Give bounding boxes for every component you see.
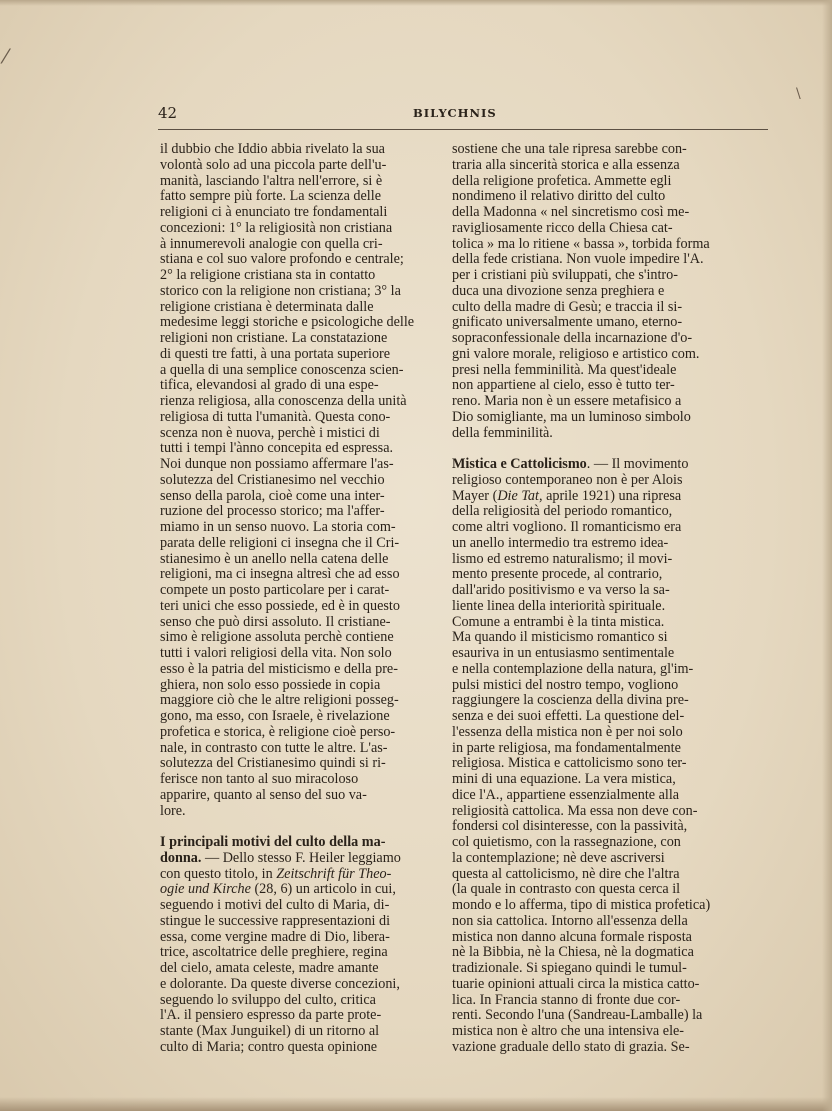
text-line: tifica, elevandosi al grado di una espe- — [160, 378, 379, 394]
text-line: non sia cattolica. Intorno all'essenza della — [452, 913, 688, 929]
text-line: scenza non è nuova, perchè i mistici di — [160, 425, 380, 441]
section-mistica-cattolicismo — [452, 457, 732, 1056]
text-line: maggiore ciò che le altre religioni posseg- — [160, 693, 399, 709]
paragraph-assolutezza — [160, 142, 440, 819]
text-line: del cielo, amata celeste, madre amante — [160, 961, 379, 976]
text-line: religione cristiana è determinata dalle — [160, 299, 374, 315]
text-line: la contemplazione; nè deve ascriversi — [452, 850, 665, 866]
text-line: traria alla sincerità storica e alla essenza — [452, 157, 680, 173]
text-line — [452, 489, 732, 505]
text-line: per i cristiani più sviluppati, che s'intro- — [452, 268, 678, 283]
text-line: Noi dunque non possiamo affermare l'as- — [160, 457, 394, 472]
text-line — [452, 473, 732, 489]
text-line: nè la Bibbia, nè la Chiesa, nè la dogmatica — [452, 945, 694, 961]
text-line: nondimeno il relativo diritto del culto — [452, 189, 666, 205]
text-line: fatto sempre più forte. La scienza delle — [160, 189, 381, 205]
text-line: tradizionale. Si spiegano quindi le tumul- — [452, 961, 687, 976]
text-line: mondo e lo afferma, tipo di mistica profetica) — [452, 898, 711, 913]
text-line — [160, 835, 440, 851]
text-line: sopraconfessionale della incarnazione d'o- — [452, 331, 693, 346]
text-line: Comune a entrambi è la tinta mistica. — [452, 614, 665, 630]
left-column — [160, 142, 440, 1056]
text-line: volontà solo ad una piccola parte dell'u- — [160, 157, 387, 173]
text-line: mini di una equazione. La vera mistica, — [452, 772, 676, 787]
text-line: dice l'A., appartiene essenzialmente alla — [452, 787, 680, 803]
text-line: a quella di una semplice conoscenza scien- — [160, 362, 404, 378]
text-line: stingue le successive rappresentazioni di — [160, 913, 391, 929]
text-line: fondersi col disinteresse, con la passività, — [452, 819, 688, 835]
section-heading: I principali motivi del culto della ma- — [160, 835, 386, 850]
text-line: religioni, ma ci insegna altresì che ad esso — [160, 567, 400, 583]
text-line: della femminilità. — [452, 425, 553, 441]
page-edge-top — [0, 0, 832, 6]
text-line: seguendo lo sviluppo del culto, critica — [160, 992, 376, 1008]
text-line: essa, come vergine madre di Dio, libera- — [160, 929, 390, 945]
text-line: mento presente procede, al contrario, — [452, 567, 663, 583]
text-line: pulsi mistici del nostro tempo, vogliono — [452, 677, 679, 693]
text-line: e nella contemplazione della natura, gl'im- — [452, 661, 694, 677]
right-column — [452, 142, 732, 1056]
text-line: religioni non cristiane. La constatazione — [160, 331, 388, 346]
page-edge-bottom — [0, 1097, 832, 1111]
text-line: medesime leggi storiche e psicologiche delle — [160, 315, 415, 331]
text-line: Ma quando il misticismo romantico si — [452, 630, 668, 646]
text-line: rienza religiosa, alla conoscenza della unità — [160, 394, 407, 409]
text-line: liente linea della interiorità spirituale. — [452, 598, 666, 614]
text-line: religioni ci à enunciato tre fondamentali — [160, 205, 388, 220]
text-line: duca una divozione senza preghiera e — [452, 283, 665, 299]
text-line: senso della parola, cioè come una inter- — [160, 488, 385, 504]
text-line: lica. In Francia stanno di fronte due cor- — [452, 992, 681, 1008]
text-line: ruzione del processo storico; ma l'affer- — [160, 504, 385, 520]
text-line: tuarie opinioni attuali circa la mistica catto- — [452, 976, 700, 992]
text-line: ferisce non tanto al suo miracoloso — [160, 772, 359, 787]
text-line: seguendo i motivi del culto di Maria, di- — [160, 898, 390, 913]
text-span: Mayer ( — [452, 488, 498, 504]
text-line: l'essenza della mistica non è per noi solo — [452, 724, 683, 740]
text-line: concezioni: 1° la religiosità non cristiana — [160, 220, 393, 236]
section-body — [160, 898, 440, 1056]
text-line: trice, ascoltatrice delle preghiere, regina — [160, 945, 388, 961]
section-heading-end: donna. — [160, 850, 202, 866]
text-line: tutti i tempi l'ànno concepita ed espressa. — [160, 441, 394, 457]
text-line: col quietismo, con la rassegnazione, con — [452, 835, 681, 850]
journal-title: Zeitschrift für Theo- — [276, 866, 392, 882]
text-line: parata delle religioni ci insegna che il Cri- — [160, 535, 400, 551]
text-line: compete un posto particolare per i carat- — [160, 583, 390, 598]
text-line: lismo ed estremo naturalismo; il movi- — [452, 551, 673, 567]
text-line: e dolorante. Da queste diverse concezioni, — [160, 976, 400, 992]
text-line: stiana e col suo valore profondo e centrale; — [160, 252, 404, 268]
page-header — [158, 104, 768, 126]
text-line: Dio somigliante, ma un luminoso simbolo — [452, 409, 691, 425]
running-head: BILYCHNIS — [413, 106, 497, 120]
section-heading: Mistica e Cattolicismo — [452, 457, 587, 472]
paragraph-gap — [452, 441, 732, 457]
text-line: della religiosità del periodo romantico, — [452, 504, 673, 520]
text-line: religiosa. Mistica e cattolicismo sono ter- — [452, 756, 687, 772]
text-line: di questi tre fatti, à una portata superiore — [160, 346, 391, 362]
text-line: in parte religiosa, ma fondamentalmente — [452, 740, 681, 756]
journal-title: ogie und Kirche — [160, 882, 251, 898]
text-line: tutti i valori religiosi della vita. Non solo — [160, 646, 392, 661]
text-line — [160, 851, 440, 867]
text-line: dall'arido positivismo e va verso la sa- — [452, 583, 670, 598]
text-line: gono, ma esso, con Israele, è rivelazione — [160, 709, 390, 724]
text-span: , aprile 1921) una ripresa — [538, 488, 682, 504]
text-line: della fede cristiana. Non vuole impedire l'A. — [452, 252, 704, 268]
page-edge-right — [822, 0, 832, 1111]
text-line: questa al cattolicismo, nè dire che l'altra — [452, 866, 680, 882]
paragraph-gap — [160, 819, 440, 835]
section-body — [452, 504, 732, 1055]
text-line: religiosità cattolica. Ma essa non deve con- — [452, 803, 698, 819]
text-line: renti. Secondo l'una (Sandreau-Lamballe) la — [452, 1008, 703, 1024]
text-line: mistica non danno alcuna formale risposta — [452, 929, 692, 945]
page-number: 42 — [158, 104, 178, 122]
text-line: religiosa di tutta l'umanità. Questa cono- — [160, 409, 391, 425]
text-line: manità, lasciando l'altra nell'errore, si è — [160, 173, 383, 189]
text-line: l'A. il pensiero espresso da parte prote- — [160, 1008, 382, 1024]
text-line: esso è la patria del misticismo e della pre- — [160, 661, 398, 677]
text-line: culto di Maria; contro questa opinione — [160, 1039, 378, 1055]
text-line: culto della madre di Gesù; e traccia il si- — [452, 299, 683, 315]
text-line: ghiera, non solo esso possiede in copia — [160, 677, 381, 693]
text-span: — Dello stesso F. Heiler leggiamo — [201, 850, 401, 866]
text-line: della Madonna « nel sincretismo così me- — [452, 205, 690, 220]
text-line: esauriva in un entusiasmo sentimentale — [452, 646, 675, 661]
text-line: lore. — [160, 803, 186, 819]
text-line: raggiungere la coscienza della divina pre- — [452, 693, 689, 709]
text-line — [452, 457, 732, 473]
text-line: vazione graduale dello stato di grazia. Se- — [452, 1039, 690, 1055]
text-line — [160, 867, 440, 883]
text-line: simo è religione assoluta perchè contiene — [160, 630, 394, 646]
text-span: . — Il movimento — [586, 457, 689, 472]
text-line: ravigliosamente ricco della Chiesa cat- — [452, 220, 673, 236]
text-line: mistica non è altro che una intensiva ele- — [452, 1024, 685, 1039]
text-line: solutezza del Cristianesimo quindi si ri- — [160, 756, 386, 772]
text-line: senso che può dirsi assoluto. Il cristiane- — [160, 614, 391, 630]
text-line: come altri vogliono. Il romanticismo era — [452, 520, 682, 535]
paragraph-madonna-continued — [452, 142, 732, 441]
text-line: à innumerevoli analogie con quella cri- — [160, 236, 383, 252]
text-line: sostiene che una tale ripresa sarebbe con- — [452, 142, 687, 157]
text-line: il dubbio che Iddio abbia rivelato la sua — [160, 142, 385, 157]
text-line: stante (Max Junguikel) di un ritorno al — [160, 1024, 380, 1039]
text-line: reno. Maria non è un essere metafisico a — [452, 394, 682, 409]
text-line: nale, in contrasto con tutte le altre. L'as- — [160, 740, 388, 756]
text-line: miamo in un senso nuovo. La storia com- — [160, 520, 396, 535]
text-line: solutezza del Cristianesimo nel vecchio — [160, 472, 385, 488]
header-rule — [158, 129, 768, 130]
text-line: non appartiene al cielo, esso è tutto ter- — [452, 378, 675, 394]
text-line: della religione profetica. Ammette egli — [452, 173, 672, 189]
text-line: (la quale in contrasto con questa cerca il — [452, 882, 681, 898]
paper-blemish: ⁄ — [4, 44, 8, 68]
text-span: religioso contemporaneo non è per Alois — [452, 472, 683, 488]
text-line: teri unici che esso possiede, ed è in questo — [160, 598, 400, 614]
text-line: apparire, quanto al senso del suo va- — [160, 787, 367, 803]
text-span: con questo titolo, in — [160, 866, 273, 882]
text-line: 2° la religione cristiana sta in contatto — [160, 268, 376, 283]
journal-title: Die Tat — [497, 488, 539, 504]
text-span: (28, 6) un articolo in cui, — [250, 882, 396, 898]
text-line: un anello intermedio tra estremo idea- — [452, 535, 669, 551]
text-line: profetica e storica, è religione cioè perso- — [160, 724, 396, 740]
text-line: tolica » ma lo ritiene « bassa », torbida forma — [452, 236, 710, 252]
text-line: presi nella femminilità. Ma quest'ideale — [452, 362, 677, 378]
section-culto-madonna — [160, 835, 440, 1056]
text-line: gnificato universalmente umano, eterno- — [452, 315, 683, 331]
text-line: stianesimo è un anello nella catena delle — [160, 551, 389, 567]
text-line: gni valore morale, religioso e artistico com. — [452, 346, 700, 362]
paper-blemish: \ — [796, 86, 801, 102]
text-line: storico con la religione non cristiana; 3° la — [160, 283, 401, 299]
text-line — [160, 882, 440, 898]
text-line: senza e dei suoi effetti. La questione del- — [452, 709, 685, 724]
